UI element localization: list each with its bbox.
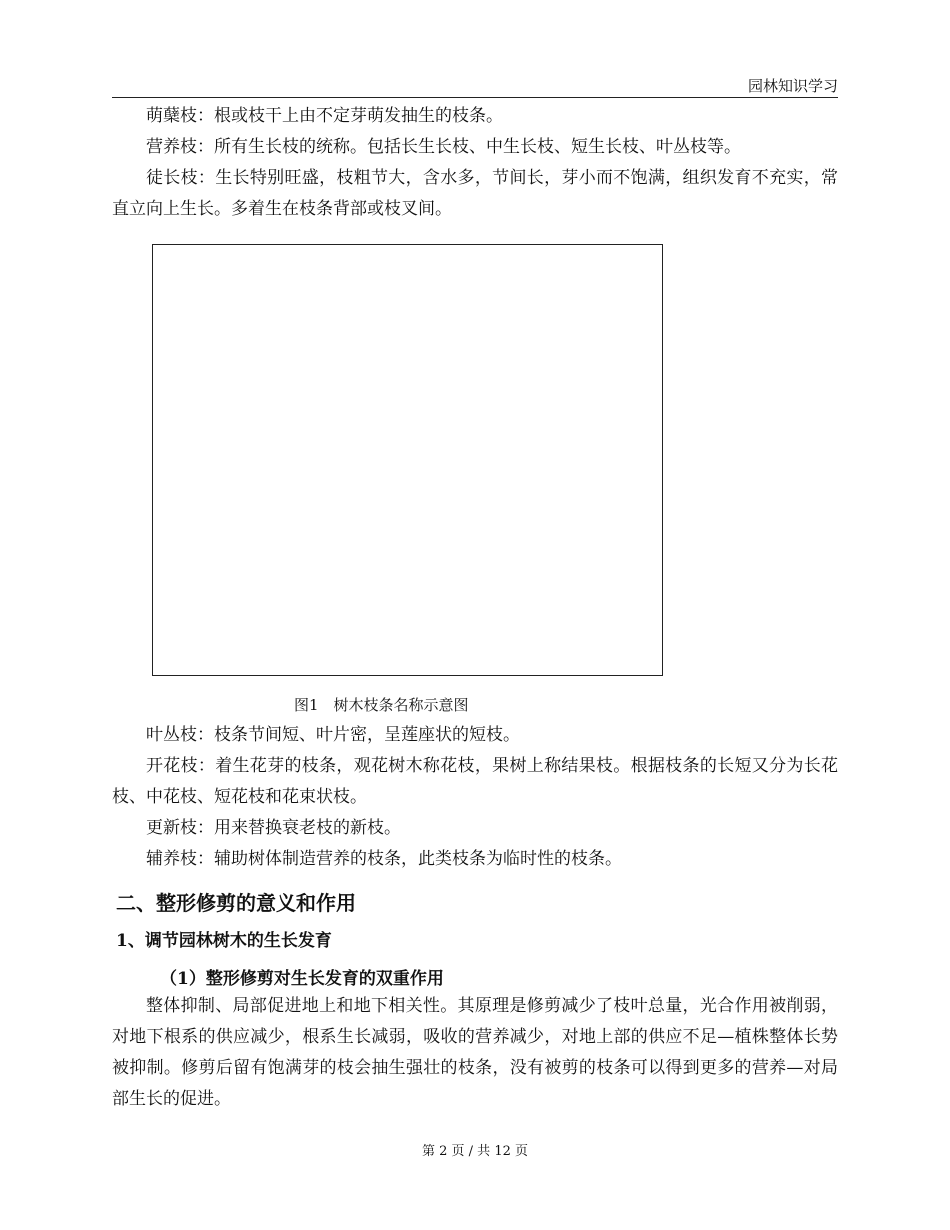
paragraph-auxiliary-branch: 辅养枝：辅助树体制造营养的枝条，此类枝条为临时性的枝条。 — [146, 849, 622, 869]
paragraph-renewal-branch: 更新枝：用来替换衰老枝的新枝。 — [146, 818, 401, 838]
paragraph-mengnie-branch: 萌蘖枝：根或枝干上由不定芽萌发抽生的枝条。 — [146, 106, 503, 126]
subsection-number: 1 — [116, 931, 128, 951]
paragraph-rosette-branch: 叶丛枝：枝条节间短、叶片密，呈莲座状的短枝。 — [146, 725, 520, 745]
header-rule — [112, 97, 838, 98]
sub-subsection-open-paren: （ — [160, 969, 177, 989]
figure-caption: 图1 树木枝条名称示意图 — [294, 696, 469, 714]
figure-image-frame — [152, 244, 663, 676]
paragraph-dual-effect: 整体抑制、局部促进地上和地下相关性。其原理是修剪减少了枝叶总量，光合作用被削弱，对地下根系的供应减少，根系生长减弱，吸收的营养减少，对地上部的供应不足—植株整体长势被抑制。修剪后留有饱满芽的枝会抽生强壮的枝条，没有被剪的枝条可以得到更多的营养—对局部生长的促进。 — [112, 996, 838, 1109]
paragraph-vegetative-branch: 营养枝：所有生长枝的统称。包括长生长枝、中生长枝、短生长枝、叶丛枝等。 — [146, 137, 741, 157]
section-heading: 二、整形修剪的意义和作用 — [116, 891, 356, 915]
paragraph-water-sprout: 徒长枝：生长特别旺盛，枝粗节大，含水多，节间长，芽小而不饱满，组织发育不充实，常直立向上生长。多着生在枝条背部或枝叉间。 — [112, 168, 838, 219]
page-footer: 第 2 页 / 共 12 页 — [422, 1144, 528, 1159]
sub-subsection-heading — [160, 965, 444, 993]
sub-subsection-title: ）整形修剪对生长发育的双重作用 — [188, 969, 444, 989]
subsection-heading — [116, 927, 332, 955]
sub-subsection-number: 1 — [177, 969, 189, 989]
subsection-title: 、调节园林树木的生长发育 — [127, 931, 332, 951]
paragraph-flowering-branch: 开花枝：着生花芽的枝条，观花树木称花枝，果树上称结果枝。根据枝条的长短又分为长花枝、中花枝、短花枝和花束状枝。 — [112, 756, 838, 807]
running-header: 园林知识学习 — [747, 77, 838, 95]
